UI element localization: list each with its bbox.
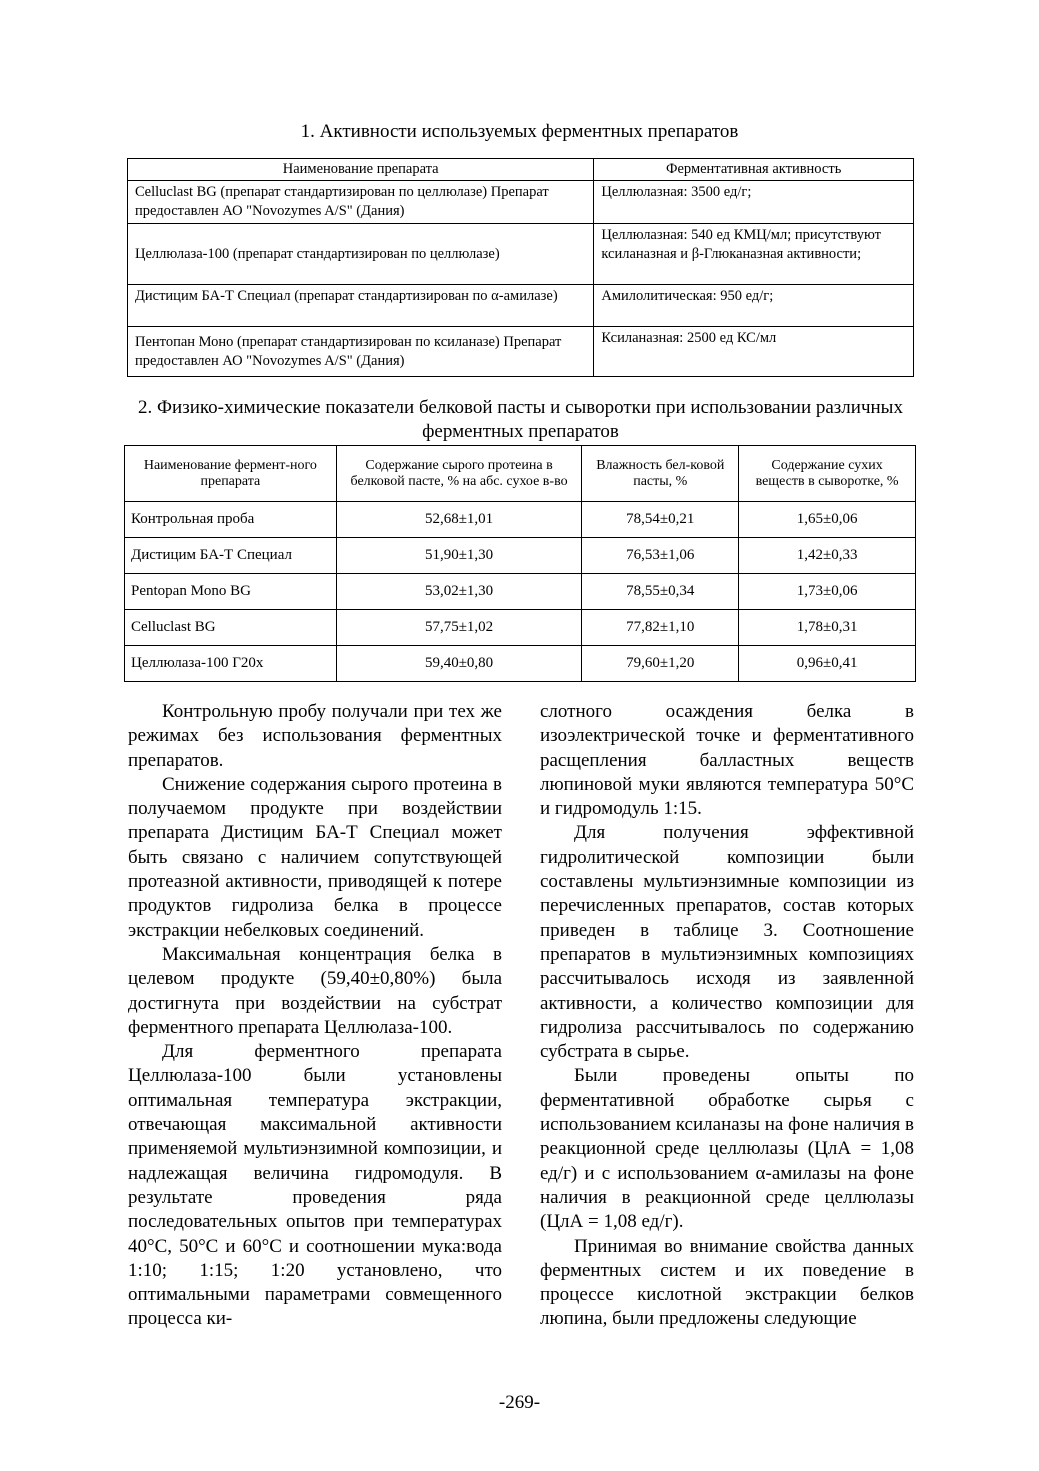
preparation-name: Celluclast BG bbox=[125, 610, 337, 646]
preparation-name: Pentopan Mono BG bbox=[125, 574, 337, 610]
paragraph: Принимая во внимание свойства данных ферментных систем и их поведение в процессе кислотной экстракции белков люпина, были предложены следующие bbox=[540, 1235, 914, 1330]
moisture-value: 79,60±1,20 bbox=[582, 646, 739, 682]
moisture-value: 76,53±1,06 bbox=[582, 538, 739, 574]
moisture-value: 78,54±0,21 bbox=[582, 502, 739, 538]
header-cell: Содержание сухих веществ в сыворотке, % bbox=[739, 446, 916, 502]
table-header-row bbox=[128, 159, 914, 181]
preparation-name: Celluclast BG (препарат стандартизирован по целлюлазе) Препарат предоставлен АО "Novozymes A/S" (Дания) bbox=[128, 181, 594, 224]
table-physicochemical bbox=[124, 445, 916, 682]
page-number: -269- bbox=[498, 1392, 541, 1413]
paragraph: Для ферментного препарата Целлюлаза-100 были установлены оптимальная температура экстракции, отвечающая максимальной активности применяемой мультиэнзимной композиции, и надлежащая величина гидромодуля. В результате проведения ряда последовательных опытов при температурах 40°С, 50°С и 60°С и соотношении мука:вода 1:10; 1:15; 1:20 установлено, что оптимальными параметрами совмещенного процесса ки- bbox=[128, 1041, 502, 1330]
dry-matter-value: 1,73±0,06 bbox=[739, 574, 916, 610]
protein-value: 57,75±1,02 bbox=[336, 610, 582, 646]
preparation-name: Пентопан Моно (препарат стандартизирован по ксиланазе) Препарат предоставлен АО "Novozymes A/S" (Дания) bbox=[128, 327, 594, 377]
preparation-name: Целлюлаза-100 Г20х bbox=[125, 646, 337, 682]
table-row bbox=[128, 285, 914, 327]
dry-matter-value: 1,65±0,06 bbox=[739, 502, 916, 538]
header-cell: Содержание сырого протеина в белковой пасте, % на абс. сухое в-во bbox=[336, 446, 582, 502]
dry-matter-value: 0,96±0,41 bbox=[739, 646, 916, 682]
header-cell: Ферментативная активность bbox=[594, 159, 914, 181]
header-cell: Влажность бел-ковой пасты, % bbox=[582, 446, 739, 502]
paragraph: слотного осаждения белка в изоэлектрической точке и ферментативного расщепления балластных веществ люпиновой муки являются температура 50°С и гидромодуль 1:15. bbox=[540, 701, 914, 820]
enzymatic-activity: Целлюлазная: 3500 ед/г; bbox=[594, 181, 914, 224]
paragraph: Для получения эффективной гидролитической композиции были составлены мультиэнзимные композиции из перечисленных препаратов, состав которых приведен в таблице 3. Соотношение препаратов в мультиэнзимных композициях рассчитывалось исходя из заявленной активности, а количество композиции для гидролиза рассчитывалось по содержанию субстрата в сырье. bbox=[540, 822, 914, 1063]
table-row bbox=[128, 327, 914, 377]
paragraph: Максимальная концентрация белка в целевом продукте (59,40±0,80%) была достигнута при воздействии на субстрат ферментного препарата Целлюлаза-100. bbox=[128, 943, 502, 1038]
table-row bbox=[125, 646, 916, 682]
preparation-name: Дистицим БА-Т Специал (препарат стандартизирован по α-амилазе) bbox=[128, 285, 594, 327]
enzymatic-activity: Целлюлазная: 540 ед КМЦ/мл; присутствуют ксиланазная и β-Глюканазная активности; bbox=[594, 224, 914, 285]
right-text-column bbox=[540, 700, 914, 1332]
moisture-value: 78,55±0,34 bbox=[582, 574, 739, 610]
enzymatic-activity: Амилолитическая: 950 ед/г; bbox=[594, 285, 914, 327]
table-row bbox=[125, 610, 916, 646]
table2-title: 2. Физико-химические показатели белковой пасты и сыворотки при использовании различных ферментных препаратов bbox=[138, 397, 903, 442]
table-row bbox=[125, 574, 916, 610]
dry-matter-value: 1,42±0,33 bbox=[739, 538, 916, 574]
protein-value: 51,90±1,30 bbox=[336, 538, 582, 574]
paragraph: Контрольную пробу получали при тех же режимах без использования ферментных препаратов. bbox=[128, 701, 502, 771]
enzymatic-activity: Ксиланазная: 2500 ед КС/мл bbox=[594, 327, 914, 377]
table-header-row bbox=[125, 446, 916, 502]
preparation-name: Целлюлаза-100 (препарат стандартизирован по целлюлазе) bbox=[128, 224, 594, 285]
preparation-name: Контрольная проба bbox=[125, 502, 337, 538]
table-row bbox=[125, 502, 916, 538]
left-text-column bbox=[128, 700, 502, 1332]
table-row bbox=[128, 224, 914, 285]
dry-matter-value: 1,78±0,31 bbox=[739, 610, 916, 646]
paragraph: Были проведены опыты по ферментативной обработке сырья с использованием ксиланазы на фоне наличия в реакционной среде целлюлазы (ЦлА = 1,08 ед/г) и с использованием α-амилазы на фоне наличия в реакционной среде целлюлазы (ЦлА = 1,08 ед/г). bbox=[540, 1065, 914, 1233]
table-row bbox=[128, 181, 914, 224]
table-row bbox=[125, 538, 916, 574]
preparation-name: Дистицим БА-Т Специал bbox=[125, 538, 337, 574]
paragraph: Снижение содержания сырого протеина в получаемом продукте при воздействии препарата Дистицим БА-Т Специал может быть связано с наличием сопутствующей протеазной активности, приводящей к потере продуктов гидролиза белка в процессе экстракции небелковых соединений. bbox=[128, 773, 502, 941]
table-enzyme-activity bbox=[127, 158, 914, 377]
protein-value: 53,02±1,30 bbox=[336, 574, 582, 610]
header-cell: Наименование препарата bbox=[128, 159, 594, 181]
protein-value: 59,40±0,80 bbox=[336, 646, 582, 682]
protein-value: 52,68±1,01 bbox=[336, 502, 582, 538]
table1-title: 1. Активности используемых ферментных препаратов bbox=[300, 121, 739, 142]
header-cell: Наименование фермент-ного препарата bbox=[125, 446, 337, 502]
moisture-value: 77,82±1,10 bbox=[582, 610, 739, 646]
